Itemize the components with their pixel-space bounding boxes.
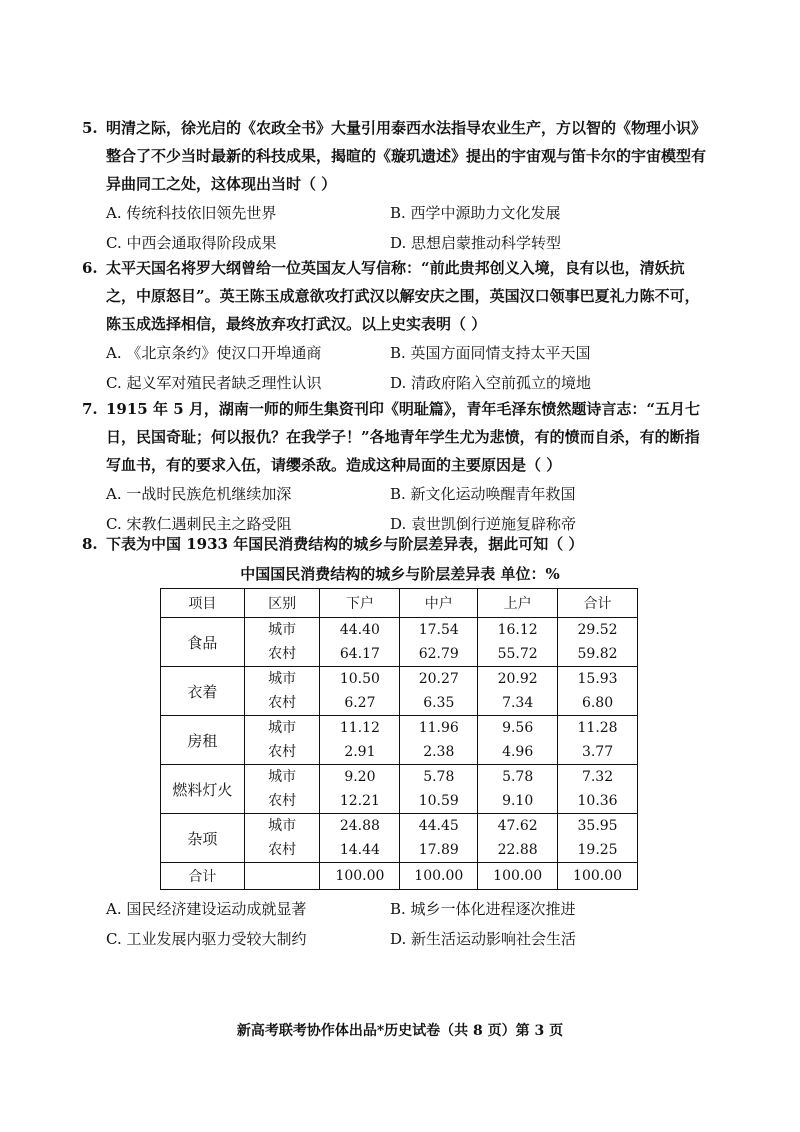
total-label: 合计	[161, 863, 245, 890]
value-urban: 24.88	[339, 818, 380, 834]
region-rural: 农村	[268, 793, 297, 809]
value-urban: 10.50	[339, 671, 380, 687]
table-total-row	[161, 863, 638, 890]
value-rural: 2.38	[423, 744, 455, 760]
value-urban: 11.96	[418, 720, 459, 736]
value-rural: 14.44	[339, 842, 380, 858]
total-upper: 100.00	[478, 863, 558, 890]
option-b: B. 城乡一体化进程逐次推进	[390, 900, 576, 918]
lower-cell	[320, 814, 400, 863]
value-rural: 9.10	[502, 793, 534, 809]
option-c: C. 宋教仁遇刺民主之路受阻	[106, 515, 292, 533]
value-urban: 9.20	[344, 769, 376, 785]
question-number: 7.	[82, 400, 98, 418]
upper-cell	[478, 814, 558, 863]
upper-cell	[478, 618, 558, 667]
table-row	[161, 618, 638, 667]
option-d: D. 清政府陷入空前孤立的境地	[390, 374, 592, 392]
value-urban: 35.95	[577, 818, 618, 834]
region-urban: 城市	[268, 769, 297, 785]
value-rural: 59.82	[577, 646, 618, 662]
value-urban: 20.92	[497, 671, 538, 687]
region-rural: 农村	[268, 842, 297, 858]
value-rural: 10.59	[418, 793, 459, 809]
value-urban: 11.12	[339, 720, 380, 736]
middle-cell	[400, 814, 478, 863]
total-cell	[558, 716, 638, 765]
value-rural: 62.79	[418, 646, 459, 662]
option-c: C. 工业发展内驱力受较大制约	[106, 930, 307, 948]
total-middle: 100.00	[400, 863, 478, 890]
total-cell	[558, 618, 638, 667]
question-8	[82, 530, 706, 558]
question-number: 8.	[82, 535, 98, 553]
value-urban: 9.56	[502, 720, 534, 736]
table-header-row	[161, 589, 638, 618]
header-upper: 上户	[478, 589, 558, 618]
question-stem: 下表为中国 1933 年国民消费结构的城乡与阶层差异表，据此可知（ ）	[106, 535, 584, 553]
middle-cell	[400, 716, 478, 765]
value-urban: 5.78	[423, 769, 455, 785]
total-region-empty	[244, 863, 320, 890]
value-rural: 6.27	[344, 695, 376, 711]
middle-cell	[400, 618, 478, 667]
header-total: 合计	[558, 589, 638, 618]
value-rural: 2.91	[344, 744, 376, 760]
total-cell	[558, 765, 638, 814]
value-rural: 17.89	[418, 842, 459, 858]
value-urban: 11.28	[577, 720, 618, 736]
region-cell	[244, 667, 320, 716]
value-rural: 6.35	[423, 695, 455, 711]
lower-cell	[320, 618, 400, 667]
question-stem: 1915 年 5 月，湖南一师的师生集资刊印《明耻篇》，青年毛泽东愤然题诗言志：“五月七日，民国奇耻；何以报仇？在我学子！”各地青年学生尤为悲愤，有的愤而自杀，有的断指写血书，有的要求入伍，请缨杀敌。造成这种局面的主要原因是（ ）	[106, 400, 700, 474]
value-rural: 3.77	[581, 744, 614, 760]
question-number: 6.	[82, 259, 98, 277]
value-rural: 6.80	[581, 695, 614, 711]
question-8-options	[106, 896, 706, 952]
table-row	[161, 667, 638, 716]
option-a: A. 一战时民族危机继续加深	[106, 485, 292, 503]
value-urban: 29.52	[577, 622, 618, 638]
lower-cell	[320, 667, 400, 716]
option-a: A. 传统科技依旧领先世界	[106, 204, 277, 222]
value-rural: 10.36	[577, 793, 618, 809]
question-stem: 太平天国名将罗大纲曾给一位英国友人写信称：“前此贵邦创义入境，良有以也，清妖抗之，中原怒目”。英王陈玉成意欲攻打武汉以解安庆之围，英国汉口领事巴夏礼力陈不可，陈玉成选择相信，最终放弃攻打武汉。以上史实表明（ ）	[106, 259, 700, 333]
header-lower: 下户	[320, 589, 400, 618]
options	[106, 200, 706, 256]
header-item: 项目	[161, 589, 245, 618]
lower-cell	[320, 765, 400, 814]
region-urban: 城市	[268, 622, 297, 638]
option-c: C. 中西会通取得阶段成果	[106, 234, 277, 252]
region-urban: 城市	[268, 671, 297, 687]
options	[106, 340, 706, 396]
page-footer: 新高考联考协作体出品*历史试卷（共 8 页）第 3 页	[236, 1023, 564, 1039]
value-rural: 4.96	[502, 744, 534, 760]
total-lower: 100.00	[320, 863, 400, 890]
consumption-table	[160, 588, 638, 890]
region-cell	[244, 814, 320, 863]
lower-cell	[320, 716, 400, 765]
row-item: 房租	[161, 716, 245, 765]
value-rural: 12.21	[339, 793, 380, 809]
option-b: B. 英国方面同情支持太平天国	[390, 344, 591, 362]
value-rural: 22.88	[497, 842, 538, 858]
value-urban: 15.93	[577, 671, 618, 687]
value-rural: 7.34	[502, 695, 534, 711]
upper-cell	[478, 667, 558, 716]
region-cell	[244, 765, 320, 814]
question-stem: 明清之际，徐光启的《农政全书》大量引用泰西水法指导农业生产，方以智的《物理小识》整合了不少当时最新的科技成果，揭暄的《璇玑遗述》提出的宇宙观与笛卡尔的宇宙模型有异曲同工之处，这体现出当时（ ）	[106, 119, 707, 193]
row-item: 食品	[161, 618, 245, 667]
total-cell	[558, 667, 638, 716]
value-urban: 20.27	[418, 671, 459, 687]
header-middle: 中户	[400, 589, 478, 618]
row-item: 杂项	[161, 814, 245, 863]
value-urban: 7.32	[581, 769, 614, 785]
value-urban: 5.78	[502, 769, 534, 785]
value-urban: 47.62	[497, 818, 538, 834]
question-5	[82, 114, 707, 256]
middle-cell	[400, 765, 478, 814]
value-urban: 44.40	[339, 622, 380, 638]
option-d: D. 思想启蒙推动科学转型	[390, 234, 562, 252]
option-a: A. 国民经济建设运动成就显著	[106, 900, 307, 918]
table-row	[161, 716, 638, 765]
region-cell	[244, 618, 320, 667]
option-a: A. 《北京条约》使汉口开埠通商	[106, 344, 322, 362]
option-b: B. 西学中源助力文化发展	[390, 204, 561, 222]
option-c: C. 起义军对殖民者缺乏理性认识	[106, 374, 322, 392]
options	[106, 481, 706, 537]
total-total: 100.00	[558, 863, 638, 890]
question-number: 5.	[82, 119, 98, 137]
region-rural: 农村	[268, 695, 297, 711]
question-7	[82, 395, 706, 537]
middle-cell	[400, 667, 478, 716]
value-urban: 17.54	[418, 622, 459, 638]
value-rural: 19.25	[577, 842, 618, 858]
row-item: 衣着	[161, 667, 245, 716]
region-cell	[244, 716, 320, 765]
value-rural: 55.72	[497, 646, 538, 662]
option-b: B. 新文化运动唤醒青年救国	[390, 485, 576, 503]
value-urban: 16.12	[497, 622, 538, 638]
value-rural: 64.17	[339, 646, 380, 662]
upper-cell	[478, 765, 558, 814]
region-rural: 农村	[268, 646, 297, 662]
table-row	[161, 814, 638, 863]
upper-cell	[478, 716, 558, 765]
table-title: 中国国民消费结构的城乡与阶层差异表 单位：%	[240, 565, 560, 583]
question-6	[82, 254, 706, 396]
option-d: D. 袁世凯倒行逆施复辟称帝	[390, 515, 577, 533]
value-urban: 44.45	[418, 818, 459, 834]
header-region: 区别	[244, 589, 320, 618]
row-item: 燃料灯火	[161, 765, 245, 814]
region-rural: 农村	[268, 744, 297, 760]
table-row	[161, 765, 638, 814]
region-urban: 城市	[268, 720, 297, 736]
region-urban: 城市	[268, 818, 297, 834]
option-d: D. 新生活运动影响社会生活	[390, 930, 577, 948]
total-cell	[558, 814, 638, 863]
